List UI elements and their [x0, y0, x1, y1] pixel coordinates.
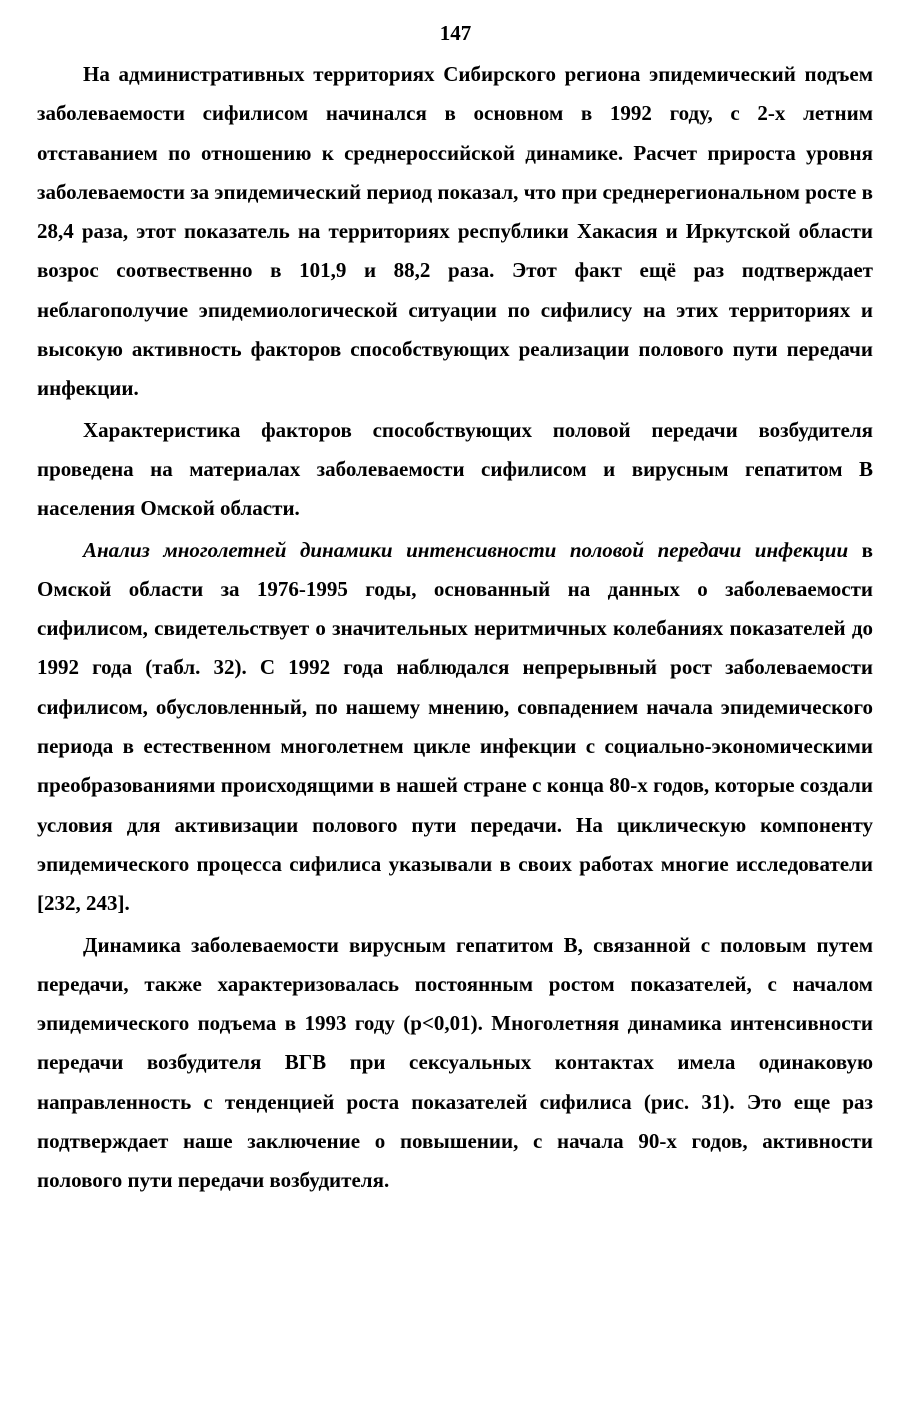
body-text [37, 55, 873, 1201]
page-number: 147 [439, 21, 472, 45]
paragraph-siberia-syphilis: На административных территориях Сибирского региона эпидемический подъем заболеваемости сифилисом начинался в основном в 1992 году, с 2-х летним отставанием по отношению к среднероссийской динамике. Расчет прироста уровня заболеваемости за эпидемический период показал, что при среднерегиональном росте в 28,4 раза, этот показатель на территориях республики Хакасия и Иркутской области возрос соотвественно в 101,9 и 88,2 раза. Этот факт ещё раз подтверждает неблагополучие эпидемиологической ситуации по сифилису на этих территориях и высокую активность факторов способствующих реализации полового пути передачи инфекции. [37, 62, 873, 401]
paragraph-long-term-analysis [37, 531, 873, 924]
paragraph-factors-characteristic: Характеристика факторов способствующих половой передачи возбудителя проведена на материалах заболеваемости сифилисом и вирусным гепатитом В населения Омской области. [37, 417, 873, 521]
italic-lead-phrase: Анализ многолетней динамики интенсивности половой передачи инфекции [83, 537, 849, 562]
paragraph-analysis-text: в Омской области за 1976-1995 годы, основанный на данных о заболеваемости сифилисом, свидетельствует о значительных неритмичных колебаниях показателей до 1992 года (табл. 32). С 1992 года наблюдался непрерывный рост заболеваемости сифилисом, обусловленный, по нашему мнению, совпадением начала эпидемического периода в естественном многолетнем цикле инфекции с социально-экономическими преобразованиями происходящими в нашей стране с конца 80-х годов, которые создали условия для активизации полового пути передачи. На циклическую компоненту эпидемического процесса сифилиса указывали в своих работах многие исследователи [232, 243]. [37, 537, 873, 916]
paragraph-hepatitis-b-dynamics: Динамика заболеваемости вирусным гепатитом В, связанной с половым путем передачи, также характеризовалась постоянным ростом показателей, с началом эпидемического подъема в 1993 году (p<0,01). Многолетняя динамика интенсивности передачи возбудителя ВГВ при сексуальных контактах имела одинаковую направленность с тенденцией роста показателей сифилиса (рис. 31). Это еще раз подтверждает наше заключение о повышении, с начала 90-х годов, активности полового пути передачи возбудителя. [37, 932, 873, 1193]
